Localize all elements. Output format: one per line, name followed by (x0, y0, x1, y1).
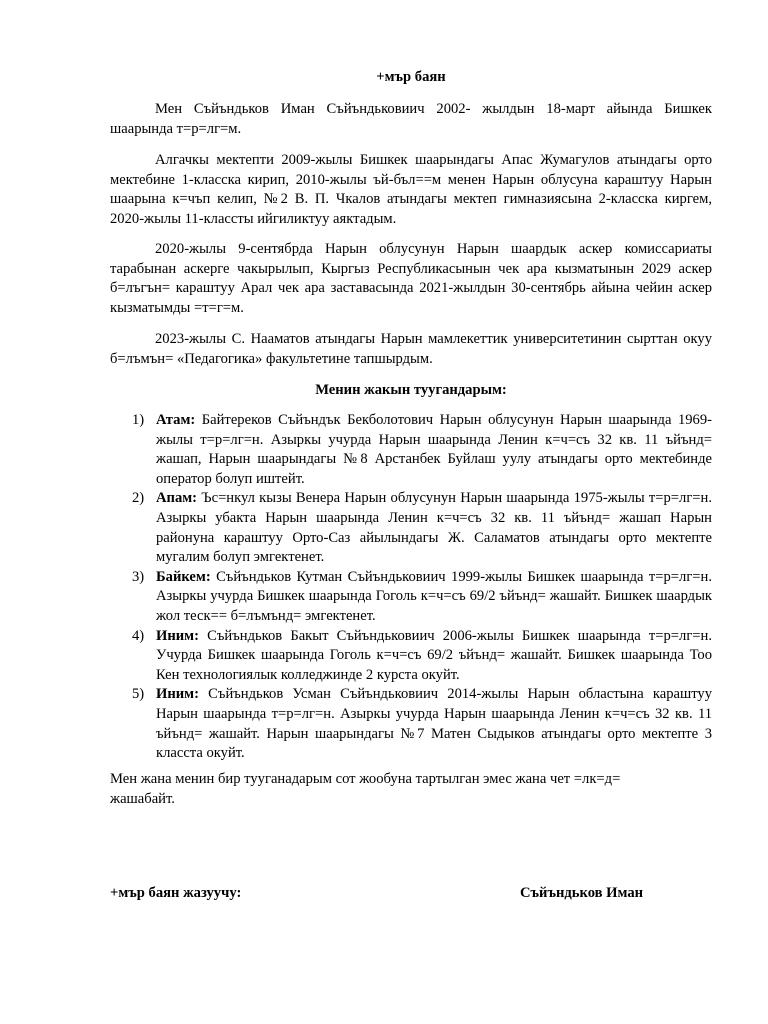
relative-text: Ъс=нкул кызы Венера Нарын облусунун Нарын шаарында 1975-жылы т=р=лг=н. Азыркы убакта Нарын шаарында Ленин к=ч=съ 32 кв. 11 ъйънд= жашап Нарын районуна караштуу Орто-Саз айылындагы Ж. Саламатов атындагы орто мектепте мугалим болуп эмгектенет. (156, 490, 712, 566)
relative-role: Байкем: (156, 568, 211, 585)
relative-item-father (110, 411, 712, 489)
list-number: 1) (132, 412, 145, 428)
document-title: +мър баян (376, 69, 446, 85)
relative-text: Съйъндьков Бакыт Съйъндьковиич 2006-жылы Бишкек шаарында т=р=лг=н. Учурда Бишкек шаарында Гоголь к=ч=съ 69/2 ъйънд= жашайт. Бишкек шаарында Тоо Кен технологиялык колледжинде 2 курста окуйт. (156, 627, 712, 683)
relatives-list (110, 411, 712, 764)
relative-item-older-brother (110, 568, 712, 627)
signature-label: +мър баян жазуучу: (110, 885, 242, 901)
relative-item-younger-brother-2 (110, 685, 712, 763)
relative-item-younger-brother-1 (110, 627, 712, 686)
paragraph-school: Алгачкы мектепти 2009-жылы Бишкек шаарындагы Апас Жумагулов атындагы орто мектебине 1-класска кирип, 2010-жылы ъй-бъл==м менен Нарын облусуна караштуу Нарын шаарына к=чъп келип, №2 В. П. Чкалов атындагы мектеп гимназиясына 2-класска киргем, 2020-жылы 11-классты ийгиликтуу аяктадым. (110, 152, 712, 227)
list-number: 5) (132, 686, 145, 703)
closing-statement: Мен жана менин бир тууганадарым сот жообуна тартылган эмес жана чет =лк=д= жашабайт. (110, 771, 621, 807)
relative-role: Апам: (156, 490, 198, 507)
relative-text: Съйъндьков Кутман Съйъндьковиич 1999-жылы Бишкек шаарында т=р=лг=н. Азыркы учурда Бишкек шаарында Гоголь к=ч=съ 69/2 ъйънд= жашайт. Бишкек шаардык жол теск== б=лъмънд= эмгектенет. (156, 568, 712, 624)
paragraph-university: 2023-жылы С. Нааматов атындагы Нарын мамлекеттик университетинин сырттан окуу б=лъмън= «Педагогика» факультетине тапшырдым. (110, 331, 712, 367)
list-number: 4) (132, 627, 145, 644)
relative-text: Байтереков Съйъндък Бекболотович Нарын облусунун Нарын шаарында 1969-жылы т=р=лг=н. Азыркы учурда Нарын шаарында Ленин к=ч=съ 32 кв. 11 ъйънд= жашап, Нарын шаарындагы №8 Арстанбек Буйлаш уулу атындагы орто мектебинде оператор болуп иштейт. (156, 412, 712, 487)
paragraph-birth: Мен Съйъндьков Иман Съйъндьковиич 2002- жылдын 18-март айында Бишкек шаарында т=р=лг=м. (110, 101, 712, 137)
relative-role: Иним: (156, 627, 199, 644)
list-number: 2) (132, 490, 145, 507)
list-number: 3) (132, 568, 145, 585)
relative-item-mother (110, 489, 712, 567)
signature-name: Съйъндьков Иман (520, 885, 644, 901)
relative-role: Иним: (156, 686, 199, 703)
relative-text: Съйъндьков Усман Съйъндьковиич 2014-жылы Нарын областына караштуу Нарын шаарында т=р=лг=н. Азыркы учурда Нарын шаарында Ленин к=ч=съ 32 кв. 11 ъйънд= жашайт. Нарын шаарындагы №7 Матен Сыдыков атындагы орто мектепте 3 класста окуйт. (156, 686, 712, 762)
paragraph-military: 2020-жылы 9-сентябрда Нарын облусунун Нарын шаардык аскер комиссариаты тарабынан аскерге чакырылып, Кыргыз Республикасынын чек ара кызматынын 2029 аскер б=лъгън= караштуу Арал чек ара заставасында 2021-жылдын 30-сентябрь айына чейин аскер кызматымды =т=г=м. (110, 241, 712, 316)
relatives-heading: Менин жакын туугандарым: (315, 382, 507, 398)
relative-role: Атам: (156, 412, 196, 428)
